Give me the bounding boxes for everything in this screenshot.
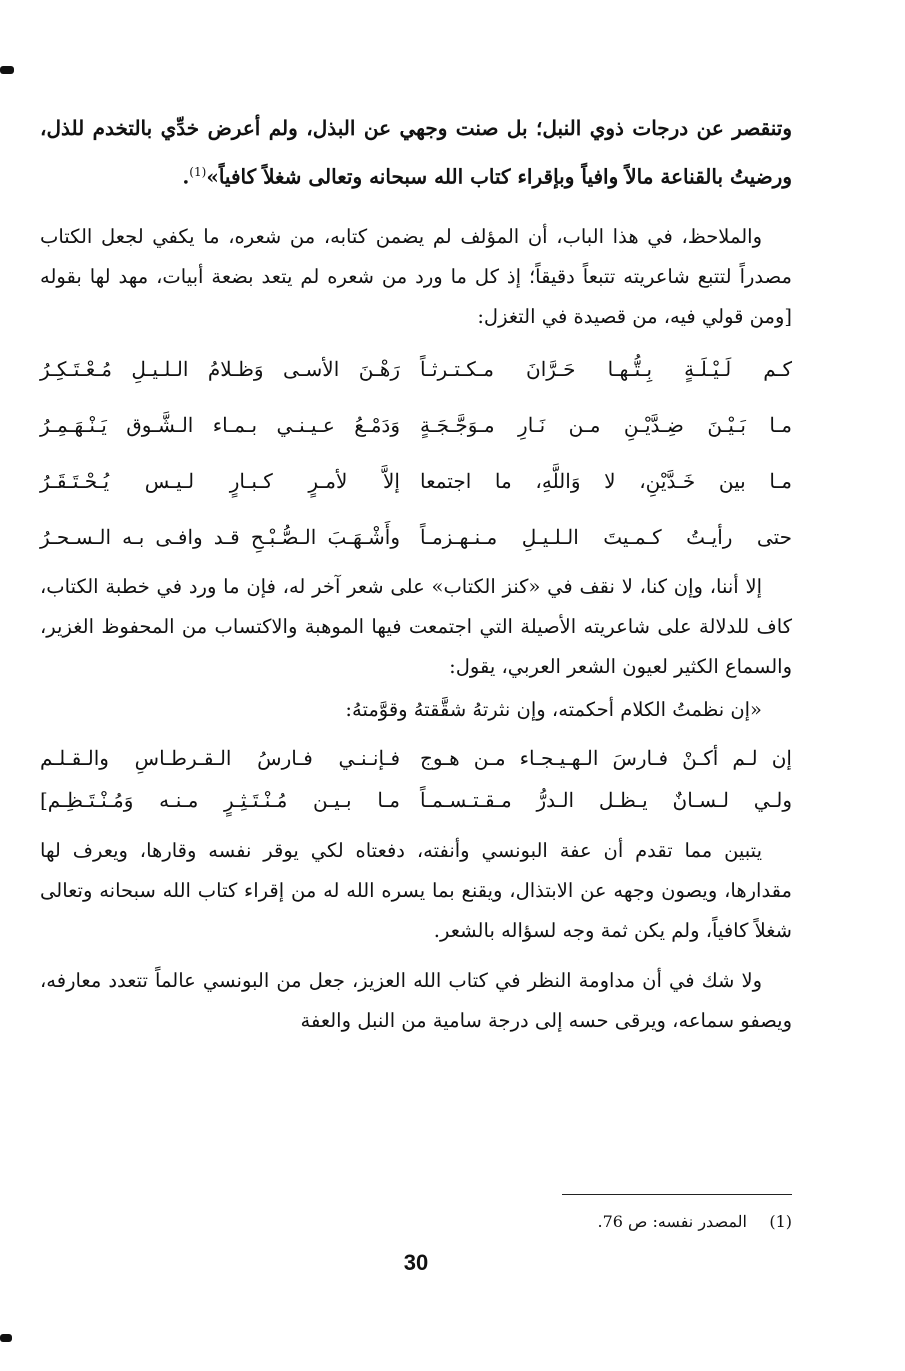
verse-first-hemistich: حتى رأيـتُ كـمـيتَ الـلـيـلِ مـنـهـزمـاً (420, 524, 792, 549)
verse-second-hemistich: فـإنـنـي فـارسُ الـقـرطـاسِ والـقـلـم (40, 745, 400, 770)
poem-1 (40, 341, 792, 565)
paragraph-4: يتبين مما تقدم أن عفة البونسي وأنفته، دفعتاه لكي يوقر نفسه وقارها، ويعرف لها مقدارها، ويصون وجهه عن الابتذال، ويقنع بما يسره الله له من إقراء كتاب الله سبحانه وتعالى شغلاً كافياً، ولم يكن ثمة وجه لسؤاله بالشعر. (40, 838, 792, 942)
page-body (40, 106, 792, 1356)
prose-quote: «إن نظمتُ الكلام أحكمته، وإن نثرتهُ شقَّقتهُ وقوَّمتهُ: (345, 697, 762, 721)
verse-first-hemistich: مـا بَـيْـنَ ضِـدَّيْـنِ مـن نَـارِ مـوَجَّـجَـةٍ (420, 412, 792, 437)
verse-first-hemistich: كـم لَـيْـلَـةٍ بِـتُّـهـا حَـرَّانَ مـكـتـرثـاً (420, 356, 792, 381)
footnote (40, 1210, 792, 1234)
verse-line (40, 453, 792, 509)
poem-2 (40, 737, 792, 821)
scan-edge-mark (0, 66, 14, 74)
footnote-number: (1) (769, 1212, 792, 1231)
verse-line (40, 737, 792, 779)
paragraph-1 (40, 106, 792, 199)
verse-second-hemistich: رَهْـنَ الأسـى وَظـلامُ الـلـيـلِ مُـعْـتَـكِـرُ (40, 356, 400, 381)
page-number: 30 (403, 1250, 429, 1275)
verse-line (40, 397, 792, 453)
footnote-divider (562, 1194, 792, 1195)
verse-second-hemistich: مـا بـيـن مُـنْـتَـثِـرٍ مـنـه وَمُـنْـتَـظِـم] (40, 787, 400, 812)
verse-second-hemistich: وَدَمْـعُ عـيـنـي بـمـاء الـشَّـوق يَـنْـهَـمِـرُ (40, 412, 400, 437)
footnote-text: المصدر نفسه: ص 76. (597, 1212, 747, 1231)
verse-first-hemistich: ولـي لـسـانٌ يـظـل الـدرُّ مـقـتـسـمـاً (420, 787, 792, 812)
footnote-ref[interactable]: (1) (189, 165, 207, 179)
paragraph-3: إلا أننا، وإن كنا، لا نقف في «كنز الكتاب» على شعر آخر له، فإن ما ورد في خطبة الكتاب، كاف للدلالة على شاعريته الأصيلة التي اجتمعت فيها الموهبة والاكتساب من المحفوظ الغزير، والسماع الكثير لعيون الشعر العربي، يقول: (40, 574, 792, 678)
verse-first-hemistich: مـا بين خَـدَّيْنِ، لا وَاللَّهِ، ما اجتمعا (420, 468, 792, 493)
paragraph-1-text: وتنقصر عن درجات ذوي النبل؛ بل صنت وجهي عن البذل، ولم أعرض خدِّي بالتخدم للذل، ورضيتُ بالقناعة مالاً وافياً وبإقراء كتاب الله سبحانه وتعالى شغلاً كافياً» (40, 116, 792, 189)
scan-edge-mark (0, 1334, 12, 1342)
paragraph-1-end: . (182, 164, 190, 189)
paragraph-2: والملاحظ، في هذا الباب، أن المؤلف لم يضمن كتابه، من شعره، ما يكفي لجعل الكتاب مصدراً لتتبع شاعريته تتبعاً دقيقاً؛ إذ كل ما ورد من شعره لم يتعد بضعة أبيات، مهد لها بقوله [ومن قولي فيه، من قصيدة في التغزل: (40, 224, 792, 328)
verse-line (40, 341, 792, 397)
paragraph-5: ولا شك في أن مداومة النظر في كتاب الله العزيز، جعل من البونسي عالماً تتعدد معارفه، ويصفو سماعه، ويرقى حسه إلى درجة سامية من النبل والعفة (40, 968, 792, 1032)
verse-second-hemistich: وأَشْـهَـبَ الـصُّـبْـحِ قـد وافـى بـه الـسـحـرُ (40, 524, 400, 549)
verse-first-hemistich: إن لـم أكـنْ فـارسَ الـهـيـجـاء مـن هـوج (420, 745, 792, 770)
verse-line (40, 779, 792, 821)
verse-second-hemistich: إلاَّ لأمـرٍ كـبـارٍ لـيـس يُـحْـتَـقَـرُ (40, 468, 400, 493)
verse-line (40, 509, 792, 565)
